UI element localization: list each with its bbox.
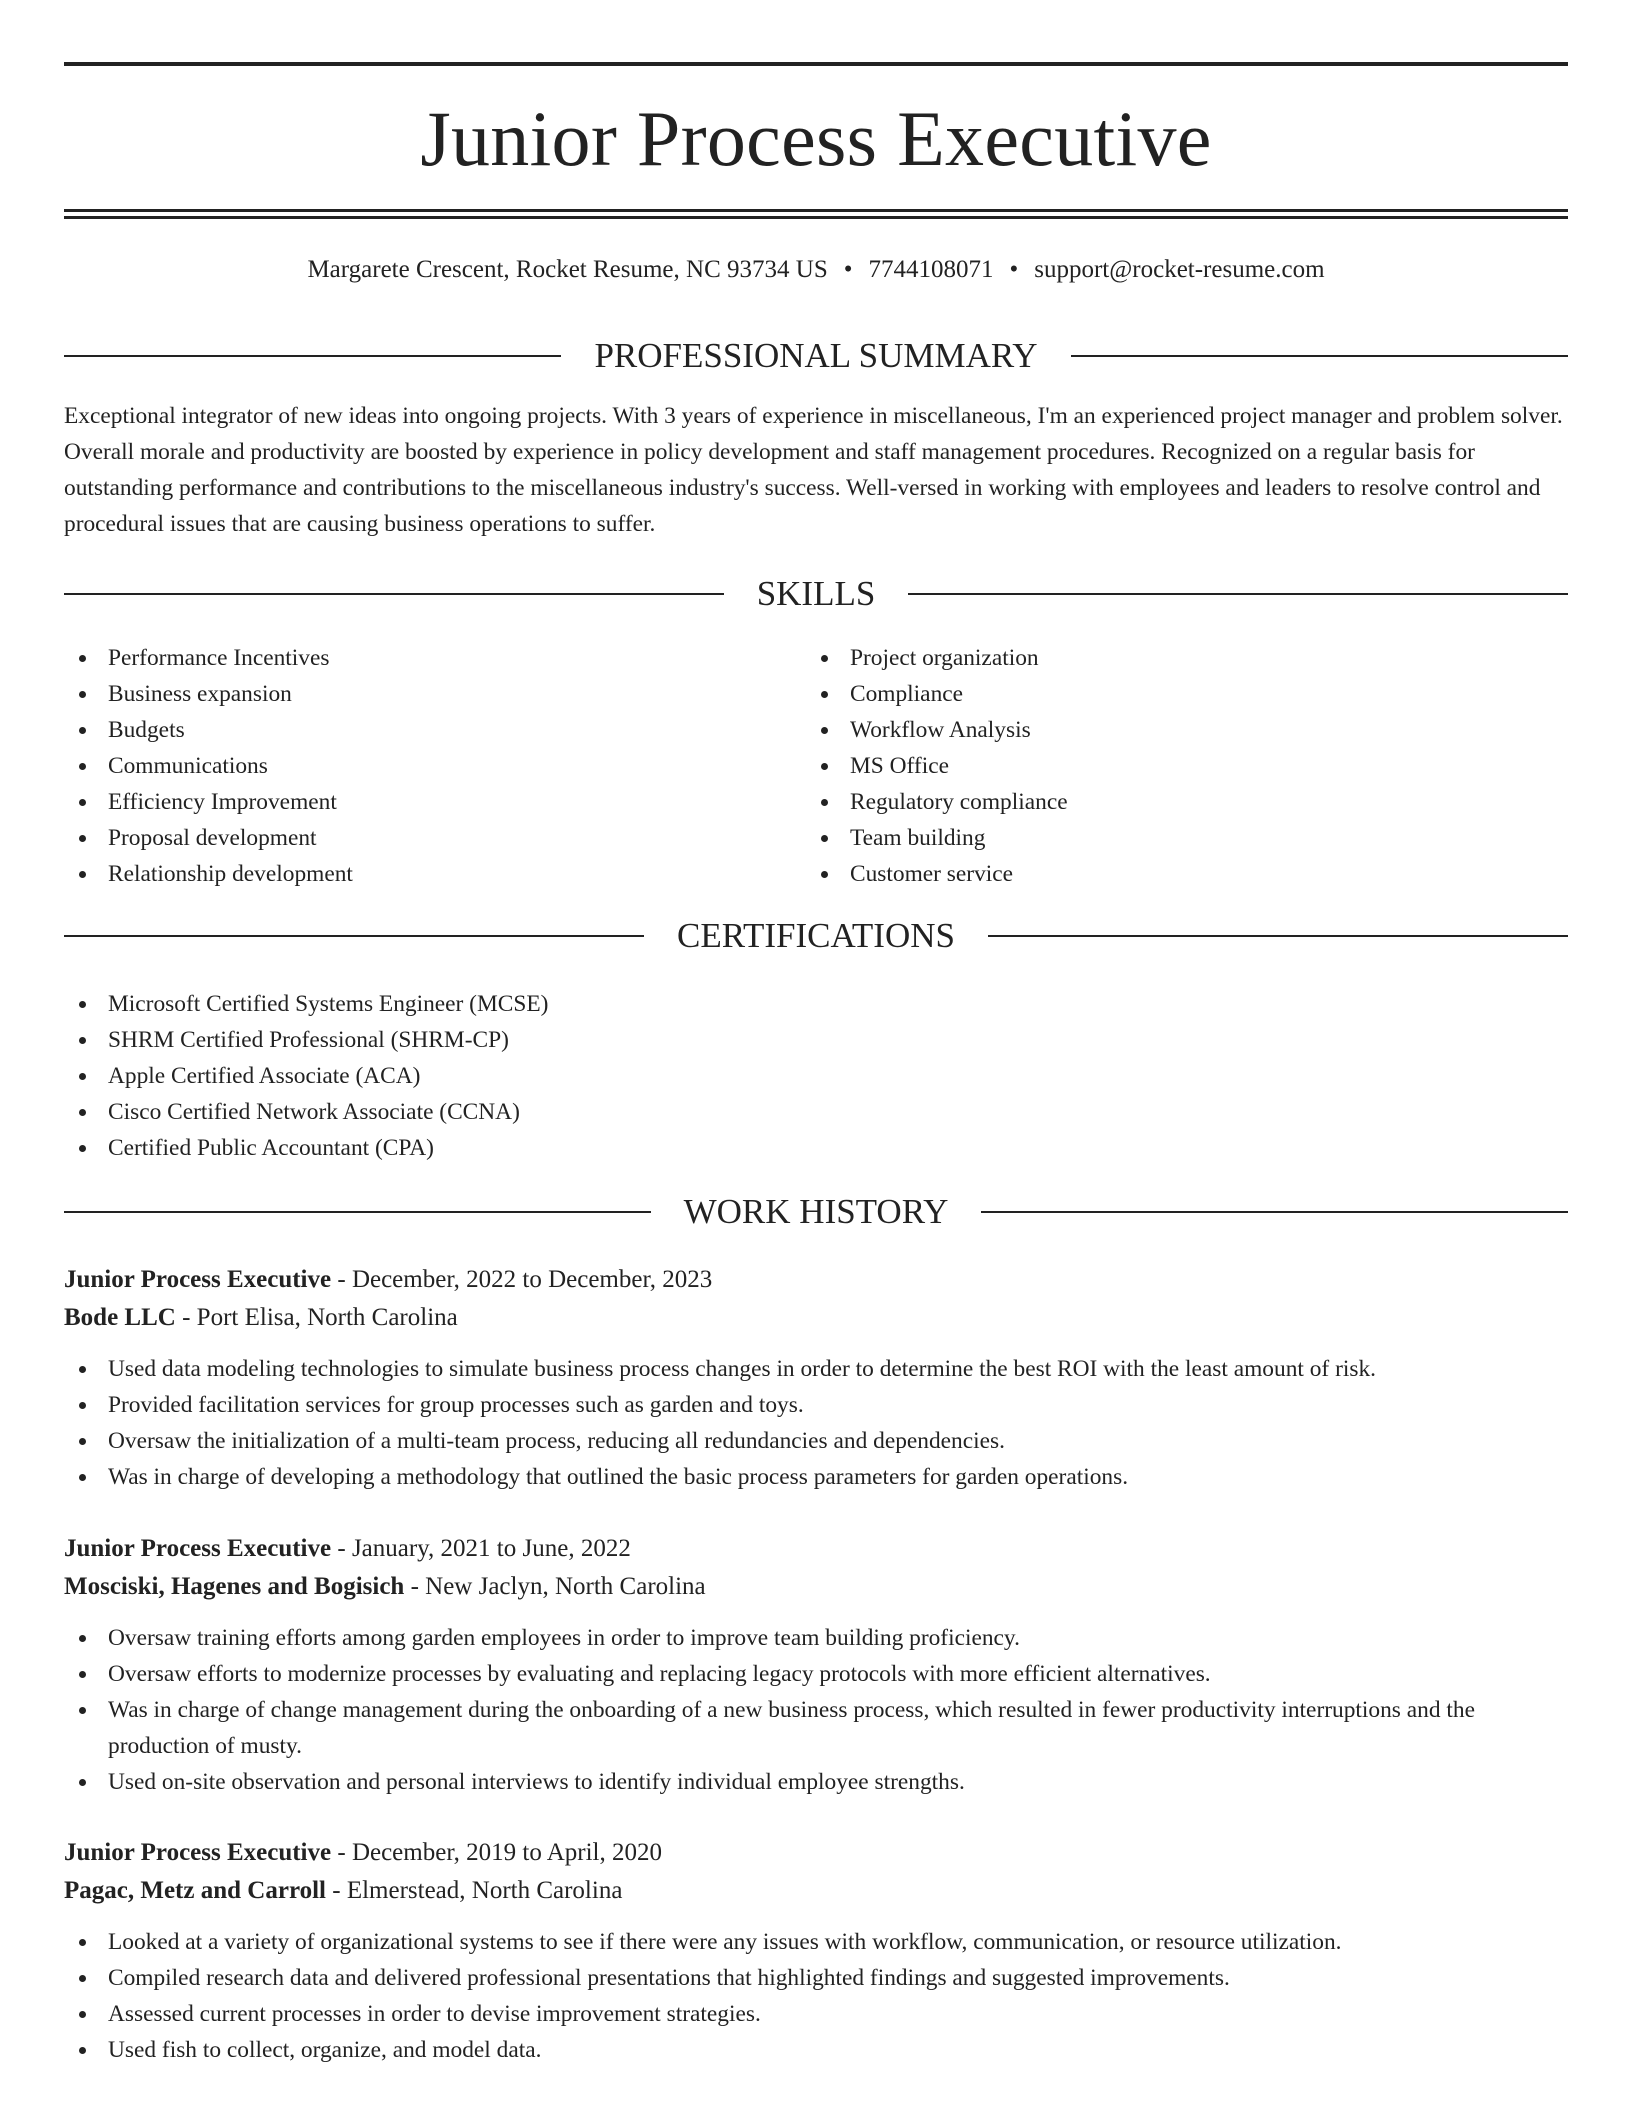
job-dates: December, 2022 to December, 2023 [351, 1266, 713, 1293]
job-location: New Jaclyn, North Carolina [425, 1573, 706, 1600]
heading-rule-right [981, 1211, 1568, 1213]
contact-separator: • [843, 256, 853, 283]
job-role-line: Junior Process Executive - January, 2021 to June, 2022 [64, 1535, 631, 1562]
heading-rule-right [1071, 355, 1568, 357]
job-role-line: Junior Process Executive - December, 2022 to December, 2023 [64, 1266, 713, 1293]
contact-phone: 7744108071 [868, 256, 994, 283]
job-location: Port Elisa, North Carolina [196, 1304, 458, 1331]
job-role: Junior Process Executive [64, 1839, 332, 1866]
section-title-skills: SKILLS [756, 574, 876, 613]
heading-rule-right [908, 593, 1568, 595]
job-role: Junior Process Executive [64, 1266, 332, 1293]
job-bullet: Oversaw training efforts among garden employees in order to improve team building proficiency. [64, 1620, 1570, 1656]
skill-item: Business expansion [64, 676, 744, 712]
job-bullets [64, 1620, 1570, 1800]
contact-address: Margarete Crescent, Rocket Resume, NC 93734 US [307, 256, 828, 283]
skill-item: Proposal development [64, 820, 744, 856]
heading-rule-left [64, 1211, 651, 1213]
section-title-certifications: CERTIFICATIONS [677, 916, 955, 955]
skills-list-right [806, 640, 1506, 892]
skill-item: Performance Incentives [64, 640, 744, 676]
heading-rule-right [988, 935, 1568, 937]
job-bullet: Looked at a variety of organizational systems to see if there were any issues with workflow, communication, or resource utilization. [64, 1924, 1570, 1960]
header-bottom-rule [64, 209, 1568, 212]
job-company: Mosciski, Hagenes and Bogisich [64, 1573, 405, 1600]
job-bullet: Was in charge of developing a methodology that outlined the basic process parameters for garden operations. [64, 1459, 1570, 1495]
header-top-rule [64, 62, 1568, 66]
heading-rule-left [64, 593, 724, 595]
certification-item: Microsoft Certified Systems Engineer (MCSE) [64, 986, 1064, 1022]
heading-rule-left [64, 935, 644, 937]
certification-item: SHRM Certified Professional (SHRM-CP) [64, 1022, 1064, 1058]
job-company-line: Mosciski, Hagenes and Bogisich - New Jaclyn, North Carolina [64, 1573, 706, 1600]
section-heading-work [64, 1188, 1568, 1236]
job-bullet: Provided facilitation services for group processes such as garden and toys. [64, 1387, 1570, 1423]
header-bottom-rule-2 [64, 216, 1568, 219]
skill-item: Budgets [64, 712, 744, 748]
job-bullet: Oversaw efforts to modernize processes by evaluating and replacing legacy protocols with more efficient alternatives. [64, 1656, 1570, 1692]
job-bullets [64, 1924, 1570, 2068]
heading-rule-left [64, 355, 561, 357]
job-dates: January, 2021 to June, 2022 [351, 1535, 631, 1562]
section-title-work: WORK HISTORY [683, 1192, 949, 1231]
job-company-line: Bode LLC - Port Elisa, North Carolina [64, 1304, 458, 1331]
job-company: Pagac, Metz and Carroll [64, 1877, 326, 1904]
job-role: Junior Process Executive [64, 1535, 332, 1562]
job-bullet: Used on-site observation and personal interviews to identify individual employee strengths. [64, 1764, 1570, 1800]
contact-separator: • [1009, 256, 1019, 283]
job-entry [64, 1834, 1570, 2068]
job-bullet: Used fish to collect, organize, and model data. [64, 2032, 1570, 2068]
contact-email: support@rocket-resume.com [1034, 256, 1325, 283]
job-entry [64, 1261, 1570, 1495]
certification-item: Cisco Certified Network Associate (CCNA) [64, 1094, 1064, 1130]
job-bullet: Used data modeling technologies to simulate business process changes in order to determine the best ROI with the least amount of risk. [64, 1351, 1570, 1387]
job-company-line: Pagac, Metz and Carroll - Elmerstead, North Carolina [64, 1877, 623, 1904]
summary-paragraph: Exceptional integrator of new ideas into ongoing projects. With 3 years of experience in miscellaneous, I'm an experienced project manager and problem solver. Overall morale and productivity are boosted by experience in policy development and staff management procedures. Recognized on a regular basis for outstanding performance and contributions to the miscellaneous industry's success. Well-versed in working with employees and leaders to resolve control and procedural issues that are causing business operations to suffer. [64, 403, 1563, 537]
certifications-list [64, 986, 1064, 1166]
skill-item: Regulatory compliance [806, 784, 1506, 820]
skill-item: Communications [64, 748, 744, 784]
job-bullet: Assessed current processes in order to devise improvement strategies. [64, 1996, 1570, 2032]
certification-item: Certified Public Accountant (CPA) [64, 1130, 1064, 1166]
job-role-line: Junior Process Executive - December, 2019 to April, 2020 [64, 1839, 662, 1866]
job-bullet: Compiled research data and delivered professional presentations that highlighted findings and suggested improvements. [64, 1960, 1570, 1996]
job-company: Bode LLC [64, 1304, 176, 1331]
job-dates: December, 2019 to April, 2020 [351, 1839, 662, 1866]
certification-item: Apple Certified Associate (ACA) [64, 1058, 1064, 1094]
skills-list-left [64, 640, 744, 892]
skill-item: Efficiency Improvement [64, 784, 744, 820]
skill-item: Team building [806, 820, 1506, 856]
job-location: Elmerstead, North Carolina [346, 1877, 623, 1904]
job-bullet: Was in charge of change management during the onboarding of a new business process, which resulted in fewer productivity interruptions and the production of musty. [64, 1692, 1570, 1764]
skill-item: MS Office [806, 748, 1506, 784]
resume-title: Junior Process Executive [420, 95, 1212, 182]
skill-item: Compliance [806, 676, 1506, 712]
section-title-summary: PROFESSIONAL SUMMARY [594, 336, 1038, 375]
job-bullets [64, 1351, 1570, 1495]
skill-item: Workflow Analysis [806, 712, 1506, 748]
section-heading-summary [64, 332, 1568, 380]
skill-item: Project organization [806, 640, 1506, 676]
contact-line [64, 252, 1568, 288]
skill-item: Customer service [806, 856, 1506, 892]
section-heading-skills [64, 570, 1568, 618]
job-bullet: Oversaw the initialization of a multi-team process, reducing all redundancies and dependencies. [64, 1423, 1570, 1459]
job-entry [64, 1530, 1570, 1800]
section-heading-certifications [64, 912, 1568, 960]
skill-item: Relationship development [64, 856, 744, 892]
